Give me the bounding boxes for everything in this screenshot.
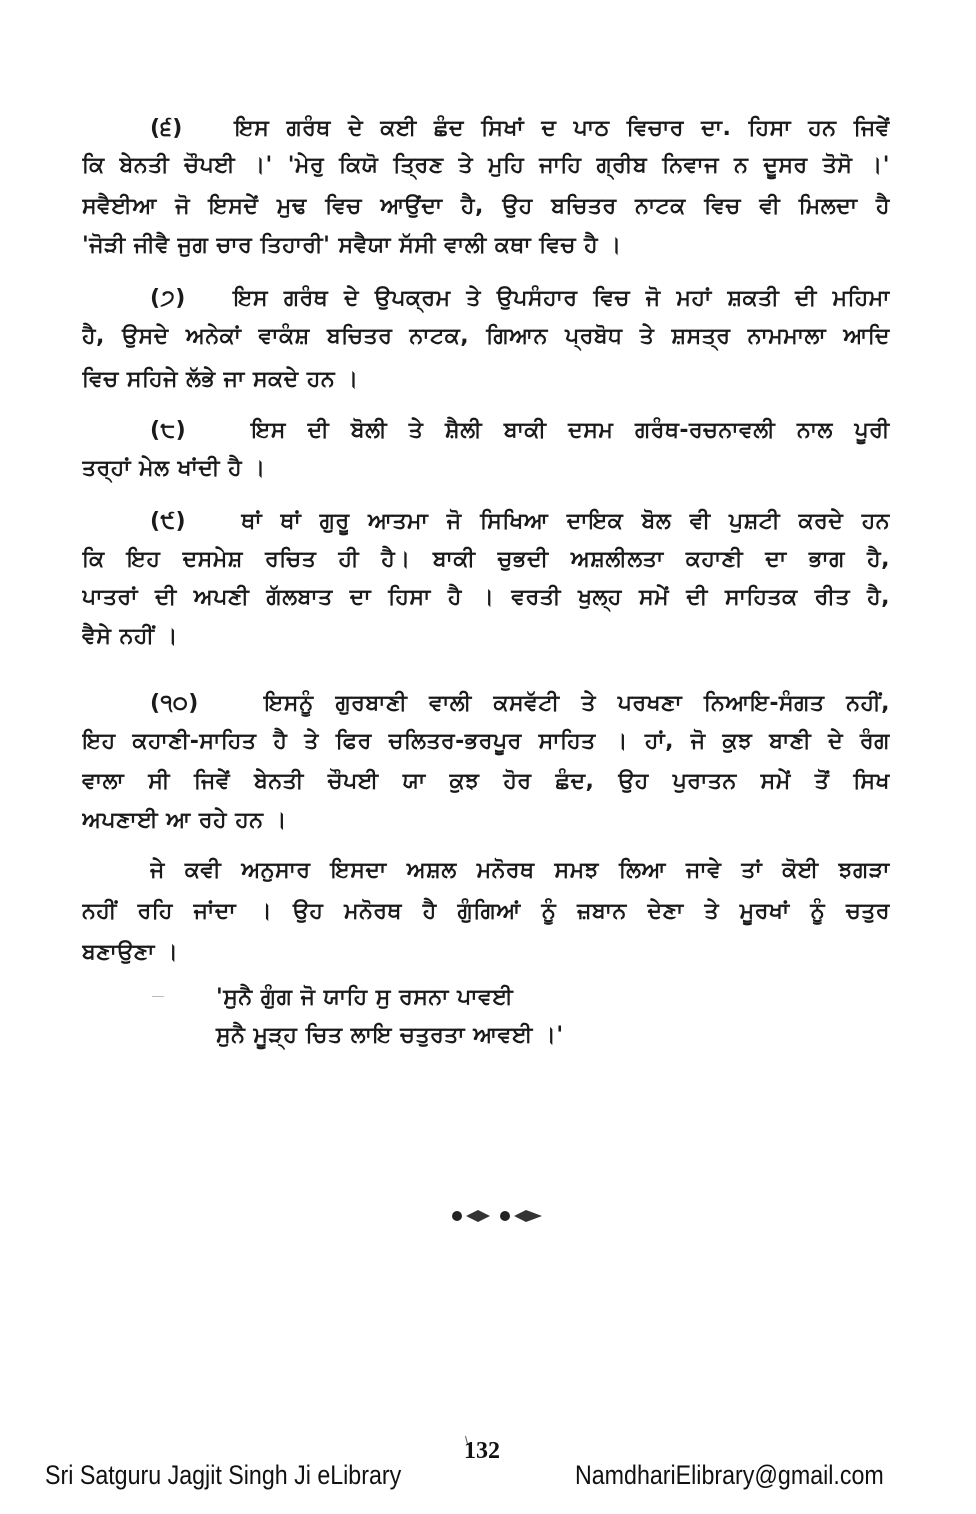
closing-paragraph-line-1: ਜੇ ਕਵੀ ਅਨੁਸਾਰ ਇਸਦਾ ਅਸ਼ਲ ਮਨੋਰਥ ਸਮਝ ਲਿਆ ਜਾਵੇ ਤਾਂ ਕੋਈ ਝਗੜਾ	[150, 858, 890, 883]
paragraph-number: (੯)	[150, 509, 187, 534]
page-number: 132	[464, 1438, 500, 1464]
paragraph-number: (੬)	[150, 116, 183, 141]
paragraph-number: (੮)	[150, 418, 187, 443]
paragraph-7-line-3: ਵਿਚ ਸਹਿਜੇ ਲੱਭੇ ਜਾ ਸਕਦੇ ਹਨ ।	[82, 367, 359, 392]
paragraph-8-line-1	[150, 416, 890, 446]
paragraph-text: ਇਸ ਦੀ ਬੋਲੀ ਤੇ ਸ਼ੈਲੀ ਬਾਕੀ ਦਸਮ ਗਰੰਥ-ਰਚਨਾਵਲੀ ਨਾਲ ਪੂਰੀ	[251, 418, 890, 443]
closing-paragraph-line-2: ਨਹੀਂ ਰਹਿ ਜਾਂਦਾ । ਉਹ ਮਨੋਰਥ ਹੈ ਗੁੰਗਿਆਂ ਨੂੰ ਜ਼ਬਾਨ ਦੇਣਾ ਤੇ ਮੂਰਖਾਂ ਨੂੰ ਚਤੁਰ	[82, 899, 890, 924]
footer-email: NamdhariElibrary@gmail.com	[575, 1460, 884, 1490]
paragraph-9-line-4: ਵੈਸੇ ਨਹੀਂ ।	[82, 624, 178, 649]
paragraph-10-line-1	[150, 689, 890, 719]
paragraph-text: ਇਸਨੂੰ ਗੁਰਬਾਣੀ ਵਾਲੀ ਕਸਵੱਟੀ ਤੇ ਪਰਖਣਾ ਨਿਆਇ-ਸੰਗਤ ਨਹੀਂ,	[264, 691, 890, 716]
paragraph-number: (੭)	[150, 286, 186, 311]
paragraph-6-line-1	[150, 114, 890, 144]
paragraph-9-line-1	[150, 507, 890, 537]
paragraph-10-line-2: ਇਹ ਕਹਾਣੀ-ਸਾਹਿਤ ਹੈ ਤੇ ਫਿਰ ਚਲਿਤਰ-ਭਰਪੂਰ ਸਾਹਿਤ । ਹਾਂ, ਜੋ ਕੁਝ ਬਾਣੀ ਦੇ ਰੰਗ	[82, 729, 890, 754]
paragraph-text: ਥਾਂ ਥਾਂ ਗੁਰੂ ਆਤਮਾ ਜੋ ਸਿਖਿਆ ਦਾਇਕ ਬੋਲ ਵੀ ਪੁਸ਼ਟੀ ਕਰਦੇ ਹਨ	[241, 509, 890, 534]
ornament-diamond	[514, 1210, 542, 1222]
section-divider-ornament-icon	[450, 1208, 550, 1224]
paragraph-6-line-3: ਸਵੈਈਆ ਜੋ ਇਸਦੇਂ ਮੁਢ ਵਿਚ ਆਉਂਦਾ ਹੈ, ਉਹ ਬਚਿਤਰ ਨਾਟਕ ਵਿਚ ਵੀ ਮਿਲਦਾ ਹੈ	[82, 194, 890, 219]
verse-line-2: ਸੁਨੈ ਮੂੜ੍ਹ ਚਿਤ ਲਾਇ ਚਤੁਰਤਾ ਆਵਈ ।'	[216, 1023, 564, 1048]
scan-mark	[152, 996, 164, 997]
paragraph-8-line-2: ਤਰ੍ਹਾਂ ਮੇਲ ਖਾਂਦੀ ਹੈ ।	[82, 456, 266, 481]
paragraph-text: ਇਸ ਗਰੰਥ ਦੇ ਕਈ ਛੰਦ ਸਿਖਾਂ ਦ ਪਾਠ ਵਿਚਾਰ ਦਾ. ਹਿਸਾ ਹਨ ਜਿਵੇਂ	[234, 116, 890, 141]
paragraph-10-line-3: ਵਾਲਾ ਸੀ ਜਿਵੇਂ ਬੇਨਤੀ ਚੌਪਈ ਯਾ ਕੁਝ ਹੋਰ ਛੰਦ, ਉਹ ਪੁਰਾਤਨ ਸਮੇਂ ਤੋਂ ਸਿਖ	[82, 769, 890, 794]
paragraph-number: (੧੦)	[150, 691, 199, 716]
verse-line-1: 'ਸੁਨੈ ਗੁੰਗ ਜੋ ਯਾਹਿ ਸੁ ਰਸਨਾ ਪਾਵਈ	[216, 985, 514, 1010]
paragraph-10-line-4: ਅਪਣਾਈ ਆ ਰਹੇ ਹਨ ।	[82, 808, 287, 833]
paragraph-6-line-2: ਕਿ ਬੇਨਤੀ ਚੌਪਈ ।' 'ਮੇਰੁ ਕਿਯੋ ਤ੍ਰਿਣ ਤੇ ਮੁਹਿ ਜਾਹਿ ਗ੍ਰੀਬ ਨਿਵਾਜ ਨ ਦੂਸਰ ਤੋਸੋ ।'	[82, 153, 890, 178]
paragraph-6-line-4: 'ਜੋੜੀ ਜੀਵੈ ਜੁਗ ਚਾਰ ਤਿਹਾਰੀ' ਸਵੈਯਾ ਸੱਸੀ ਵਾਲੀ ਕਥਾ ਵਿਚ ਹੈ ।	[82, 233, 622, 258]
ornament-dot	[452, 1211, 462, 1221]
ornament-dot	[500, 1211, 510, 1221]
paragraph-9-line-2: ਕਿ ਇਹ ਦਸਮੇਸ਼ ਰਚਿਤ ਹੀ ਹੈ। ਬਾਕੀ ਚੁਭਦੀ ਅਸ਼ਲੀਲਤਾ ਕਹਾਣੀ ਦਾ ਭਾਗ ਹੈ,	[82, 547, 890, 572]
paragraph-7-line-1	[150, 284, 890, 314]
paragraph-7-line-2: ਹੈ, ਉਸਦੇ ਅਨੇਕਾਂ ਵਾਕੰਸ਼ ਬਚਿਤਰ ਨਾਟਕ, ਗਿਆਨ ਪ੍ਰਬੋਧ ਤੇ ਸ਼ਸਤ੍ਰ ਨਾਮਮਾਲਾ ਆਦਿ	[82, 324, 890, 349]
ornament-diamond	[466, 1210, 490, 1222]
footer-library-name: Sri Satguru Jagjit Singh Ji eLibrary	[45, 1460, 402, 1490]
closing-paragraph-line-3: ਬਣਾਉਣਾ ।	[82, 940, 179, 965]
paragraph-text: ਇਸ ਗਰੰਥ ਦੇ ਉਪਕ੍ਰਮ ਤੇ ਉਪਸੰਹਾਰ ਵਿਚ ਜੋ ਮਹਾਂ ਸ਼ਕਤੀ ਦੀ ਮਹਿਮਾ	[233, 286, 890, 311]
paragraph-9-line-3: ਪਾਤਰਾਂ ਦੀ ਅਪਣੀ ਗੱਲਬਾਤ ਦਾ ਹਿਸਾ ਹੈ । ਵਰਤੀ ਖੁਲ੍ਹ ਸਮੇਂ ਦੀ ਸਾਹਿਤਕ ਰੀਤ ਹੈ,	[82, 585, 890, 610]
